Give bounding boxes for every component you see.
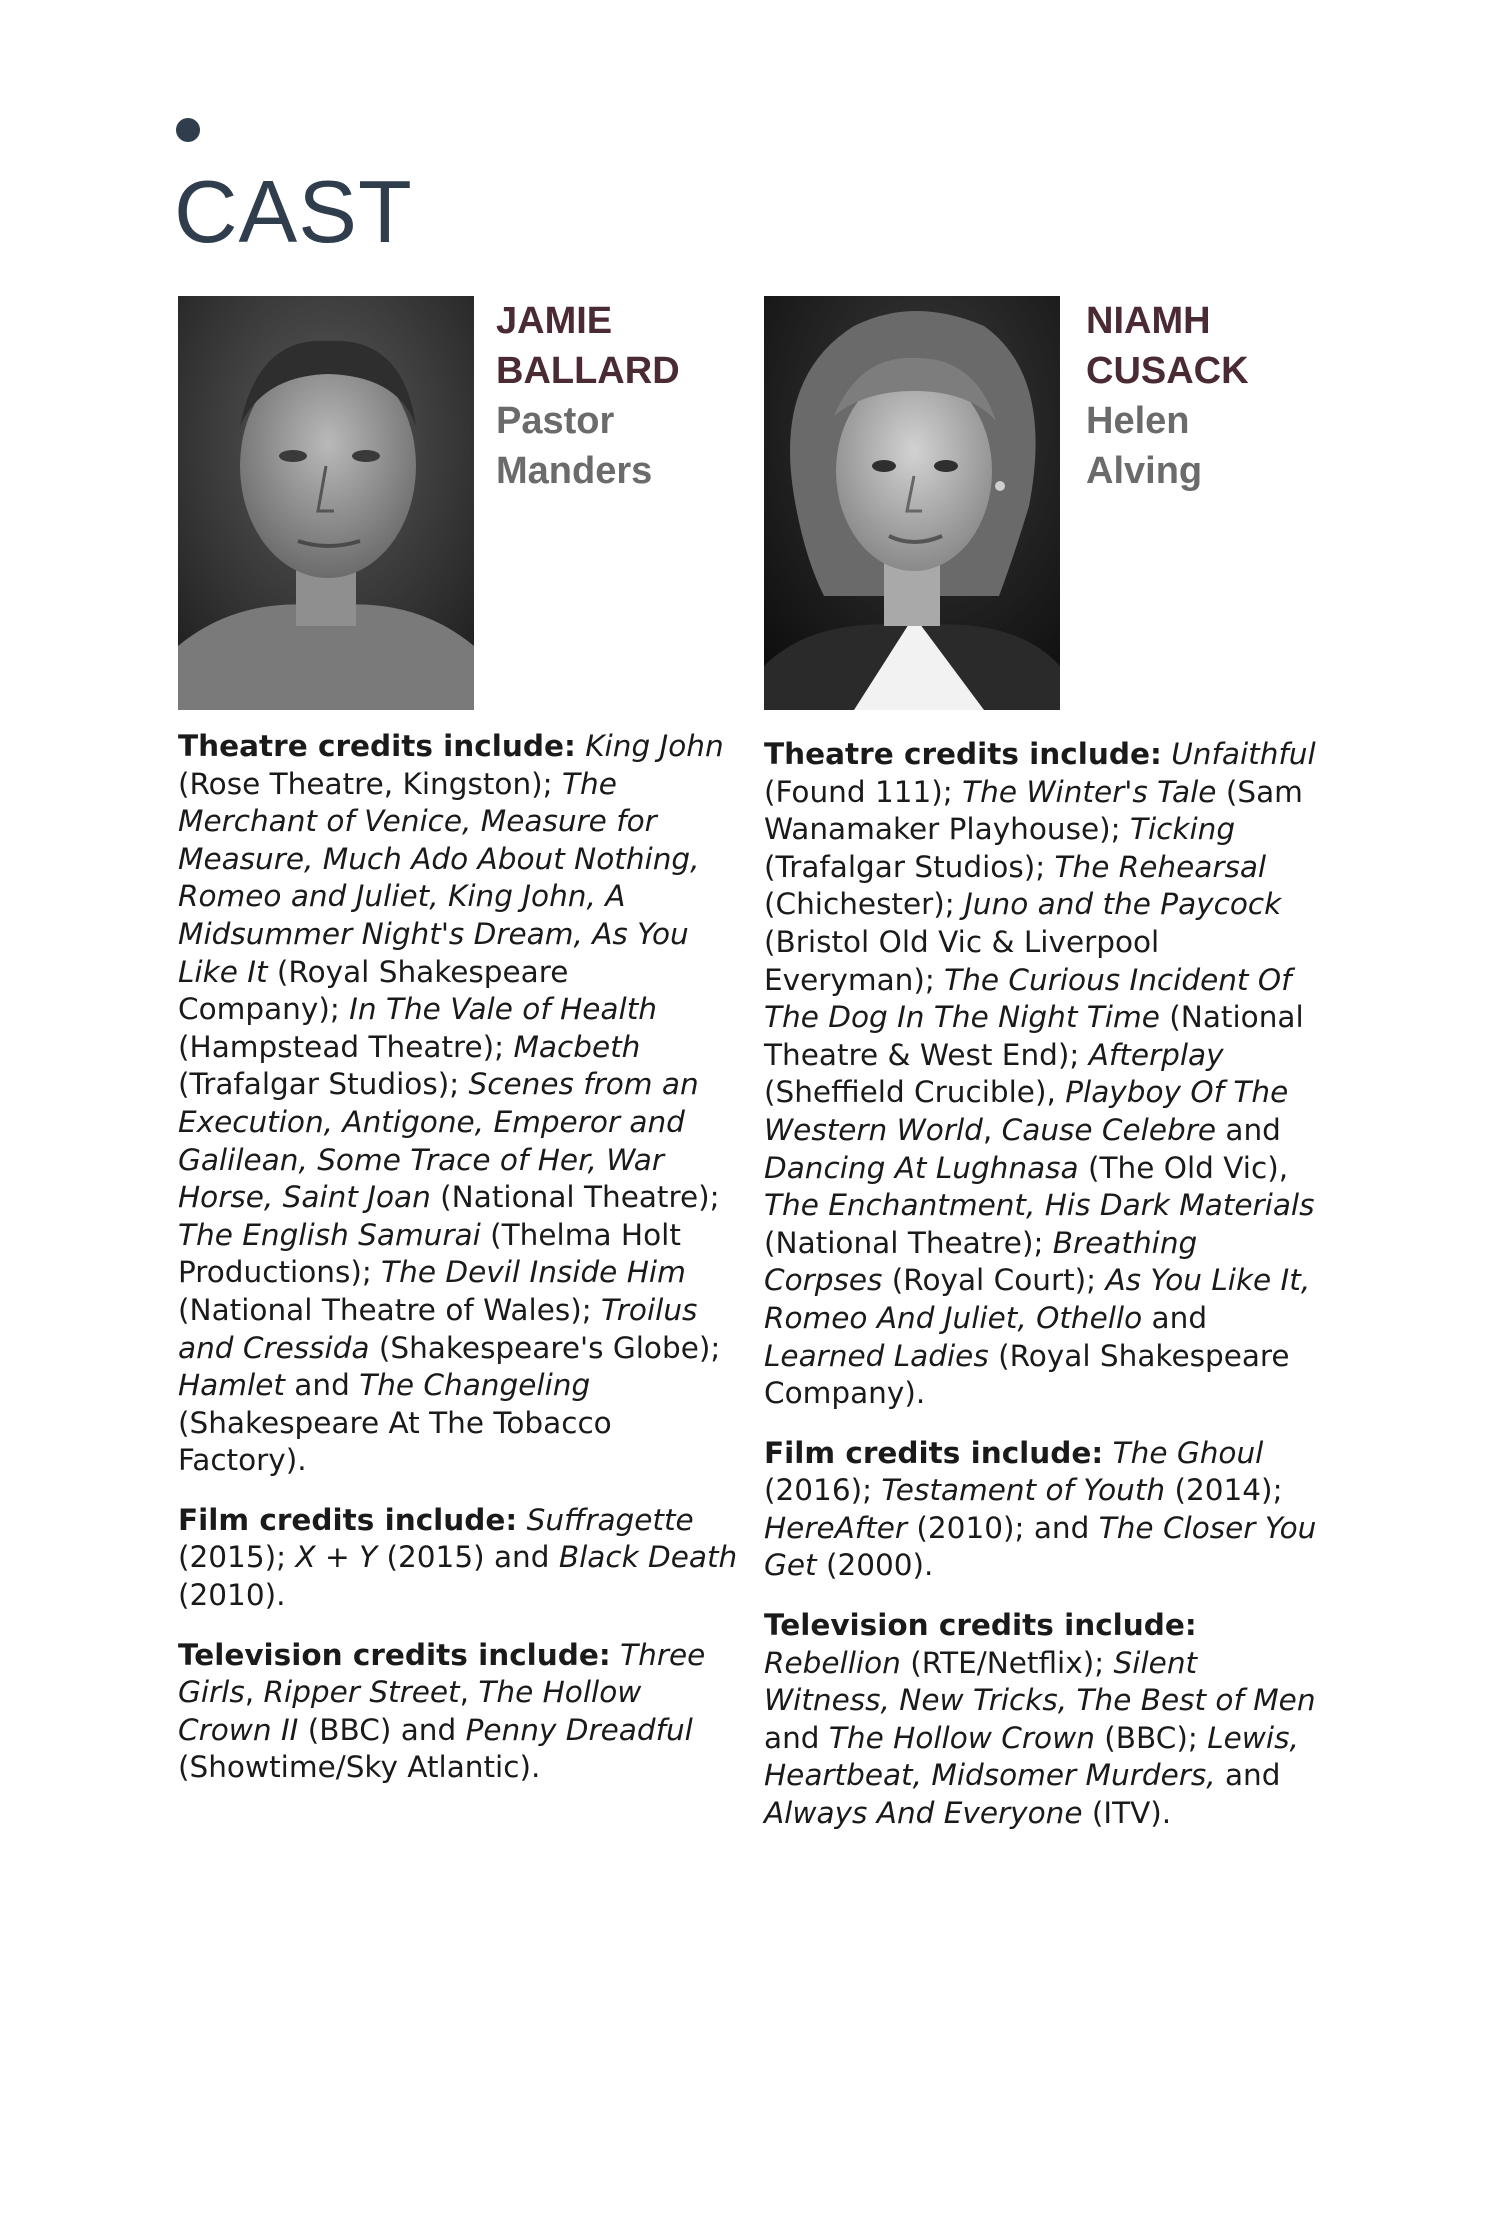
work-title: The Closer You Get	[764, 1510, 1317, 1583]
work-title: The Changeling	[359, 1368, 591, 1403]
work-title: Rebellion	[764, 1645, 901, 1680]
role-name-first: Helen	[1086, 400, 1190, 442]
work-title: Scenes from an Execution, Antigone, Emperor and Galilean, Some Trace of Her, War Horse, Saint Joan	[178, 1067, 699, 1215]
credit-text: and	[1216, 1112, 1281, 1147]
credit-text: (2016);	[764, 1473, 882, 1508]
portrait-photo-icon	[178, 296, 474, 710]
film-credits	[764, 1435, 1324, 1585]
work-title: King John	[585, 729, 724, 763]
work-title: Juno and the Paycock	[964, 887, 1282, 922]
credit-text: (The Old Vic),	[1078, 1150, 1289, 1185]
bullet-dot-icon	[176, 118, 200, 142]
television-credits-label: Television credits include:	[764, 1608, 1197, 1643]
work-title: The Hollow Crown	[828, 1720, 1095, 1755]
credit-text: (2010).	[178, 1578, 286, 1613]
credit-text: (Sam Wanamaker Playhouse);	[764, 774, 1303, 847]
credit-text: (Royal Shakespeare Company).	[764, 1338, 1290, 1411]
name-block	[496, 296, 680, 496]
role-name-last: Alving	[1086, 450, 1203, 492]
credit-text: ,	[982, 1112, 1002, 1147]
work-title: Suffragette	[526, 1502, 694, 1537]
credit-text: (National Theatre);	[764, 1225, 1053, 1260]
film-credits	[178, 1502, 738, 1615]
credit-text: (National Theatre);	[430, 1180, 720, 1215]
work-title: Afterplay	[1088, 1037, 1224, 1072]
credit-text: (Showtime/Sky Atlantic).	[178, 1750, 541, 1785]
credit-text: (RTE/Netflix);	[900, 1645, 1114, 1680]
credit-text	[1103, 1436, 1112, 1470]
work-title: The Curious Incident Of The Dog In The Night Time	[764, 962, 1292, 1035]
credit-text: (Found 111);	[764, 774, 963, 809]
credit-text: (Royal Court);	[882, 1263, 1106, 1298]
credit-text: (Royal Shakespeare Company);	[178, 954, 569, 1027]
credit-text: (Trafalgar Studios);	[178, 1067, 469, 1102]
work-title: In The Vale of Health	[349, 992, 657, 1027]
work-title: X + Y	[295, 1540, 378, 1575]
work-title: The Winter's Tale	[962, 774, 1217, 809]
film-credits-label: Film credits include:	[764, 1435, 1104, 1470]
role-name-first: Pastor	[496, 400, 615, 442]
credit-text: (2010); and	[907, 1510, 1099, 1545]
credit-text: (ITV).	[1082, 1796, 1172, 1831]
page-title: CAST	[174, 162, 413, 261]
credit-text: and	[1215, 1758, 1281, 1793]
theatre-credits	[178, 728, 738, 1480]
work-title: Unfaithful	[1171, 737, 1316, 771]
work-title: The Devil Inside Him	[381, 1255, 686, 1290]
work-title: The Rehearsal	[1054, 849, 1267, 884]
credit-text: (Chichester);	[764, 887, 965, 922]
television-credits-label: Television credits include:	[178, 1637, 611, 1672]
credit-text: (2015);	[178, 1540, 296, 1575]
credit-text: (Bristol Old Vic & Liverpool Everyman);	[764, 924, 1160, 997]
credit-text: and	[764, 1720, 829, 1755]
work-title: Penny Dreadful	[465, 1712, 693, 1747]
work-title: HereAfter	[764, 1510, 908, 1545]
work-title: Always And Everyone	[764, 1796, 1083, 1831]
television-credits	[178, 1637, 738, 1787]
credits-block	[178, 728, 738, 1787]
credit-text	[611, 1638, 620, 1672]
work-title: Troilus and Cressida	[178, 1292, 698, 1365]
work-title: Dancing At Lughnasa	[764, 1150, 1079, 1185]
credit-text	[576, 729, 585, 763]
work-title: Macbeth	[513, 1029, 641, 1064]
work-title: Black Death	[558, 1540, 738, 1575]
work-title: Cause Celebre	[1001, 1112, 1217, 1147]
credit-text: (National Theatre of Wales);	[178, 1292, 602, 1327]
credit-text	[1162, 737, 1171, 771]
credit-text: (Hampstead Theatre);	[178, 1029, 514, 1064]
credit-text: (2014);	[1165, 1473, 1283, 1508]
work-title: Learned Ladies	[764, 1338, 989, 1373]
credit-text: (Trafalgar Studios);	[764, 849, 1055, 884]
work-title: The Hollow Crown II	[178, 1675, 642, 1747]
work-title: Breathing Corpses	[764, 1225, 1198, 1298]
credit-text: (2015) and	[377, 1540, 559, 1575]
actor-name-first: JAMIE	[496, 300, 613, 342]
credit-text: ,	[459, 1675, 479, 1710]
work-title: The Merchant of Venice, Measure for Measure, Much Ado About Nothing, Romeo and Juliet, King John, A Midsummer Night's Dream, As You Like It	[178, 766, 700, 989]
credit-text: (Sheffield Crucible),	[764, 1075, 1066, 1110]
credit-text: (2000).	[816, 1548, 934, 1583]
cast-member-niamh-cusack	[764, 296, 1324, 1855]
name-block	[1086, 296, 1249, 496]
work-title: Ticking	[1129, 812, 1236, 847]
work-title: Three Girls	[178, 1637, 706, 1710]
work-title: Playboy Of The Western World	[764, 1075, 1289, 1147]
credit-text: and	[1142, 1300, 1208, 1335]
theatre-credits-label: Theatre credits include:	[764, 737, 1162, 771]
credits-text	[178, 729, 724, 1477]
credit-text	[517, 1503, 526, 1537]
credit-text: (National Theatre & West End);	[764, 1000, 1304, 1072]
actor-name-last: CUSACK	[1086, 350, 1249, 392]
work-title: The English Samurai	[178, 1217, 481, 1252]
credit-text: ,	[244, 1675, 264, 1710]
work-title: Testament of Youth	[881, 1473, 1166, 1508]
credit-text: (Shakespeare's Globe);	[369, 1330, 721, 1365]
credit-text: (BBC) and	[298, 1712, 466, 1747]
cast-member-jamie-ballard	[178, 296, 738, 1809]
credits-text	[764, 1646, 1316, 1830]
actor-name-last: BALLARD	[496, 350, 680, 392]
credit-text: (Rose Theatre, Kingston);	[178, 766, 562, 801]
work-title: Silent Witness, New Tricks, The Best of Men	[764, 1645, 1316, 1718]
film-credits-label: Film credits include:	[178, 1502, 518, 1537]
credit-text: (Thelma Holt Productions);	[178, 1217, 681, 1290]
actor-name-first: NIAMH	[1086, 300, 1211, 342]
work-title: The Ghoul	[1112, 1435, 1264, 1470]
credits-text	[764, 737, 1316, 1410]
portrait-photo-icon	[764, 296, 1060, 710]
television-credits	[764, 1607, 1324, 1833]
work-title: Hamlet	[178, 1368, 285, 1403]
credit-text: and	[284, 1368, 360, 1403]
credit-text: (BBC);	[1094, 1720, 1208, 1755]
work-title: Ripper Street	[263, 1675, 460, 1710]
work-title: The Enchantment, His Dark Materials	[764, 1188, 1315, 1223]
work-title: Lewis, Heartbeat, Midsomer Murders,	[764, 1720, 1299, 1793]
credit-text: (Shakespeare At The Tobacco Factory).	[178, 1405, 612, 1478]
role-name-last: Manders	[496, 450, 653, 492]
theatre-credits-label: Theatre credits include:	[178, 729, 576, 763]
theatre-credits	[764, 736, 1324, 1413]
credits-block	[764, 736, 1324, 1833]
work-title: As You Like It, Romeo And Juliet, Othello	[764, 1263, 1311, 1335]
